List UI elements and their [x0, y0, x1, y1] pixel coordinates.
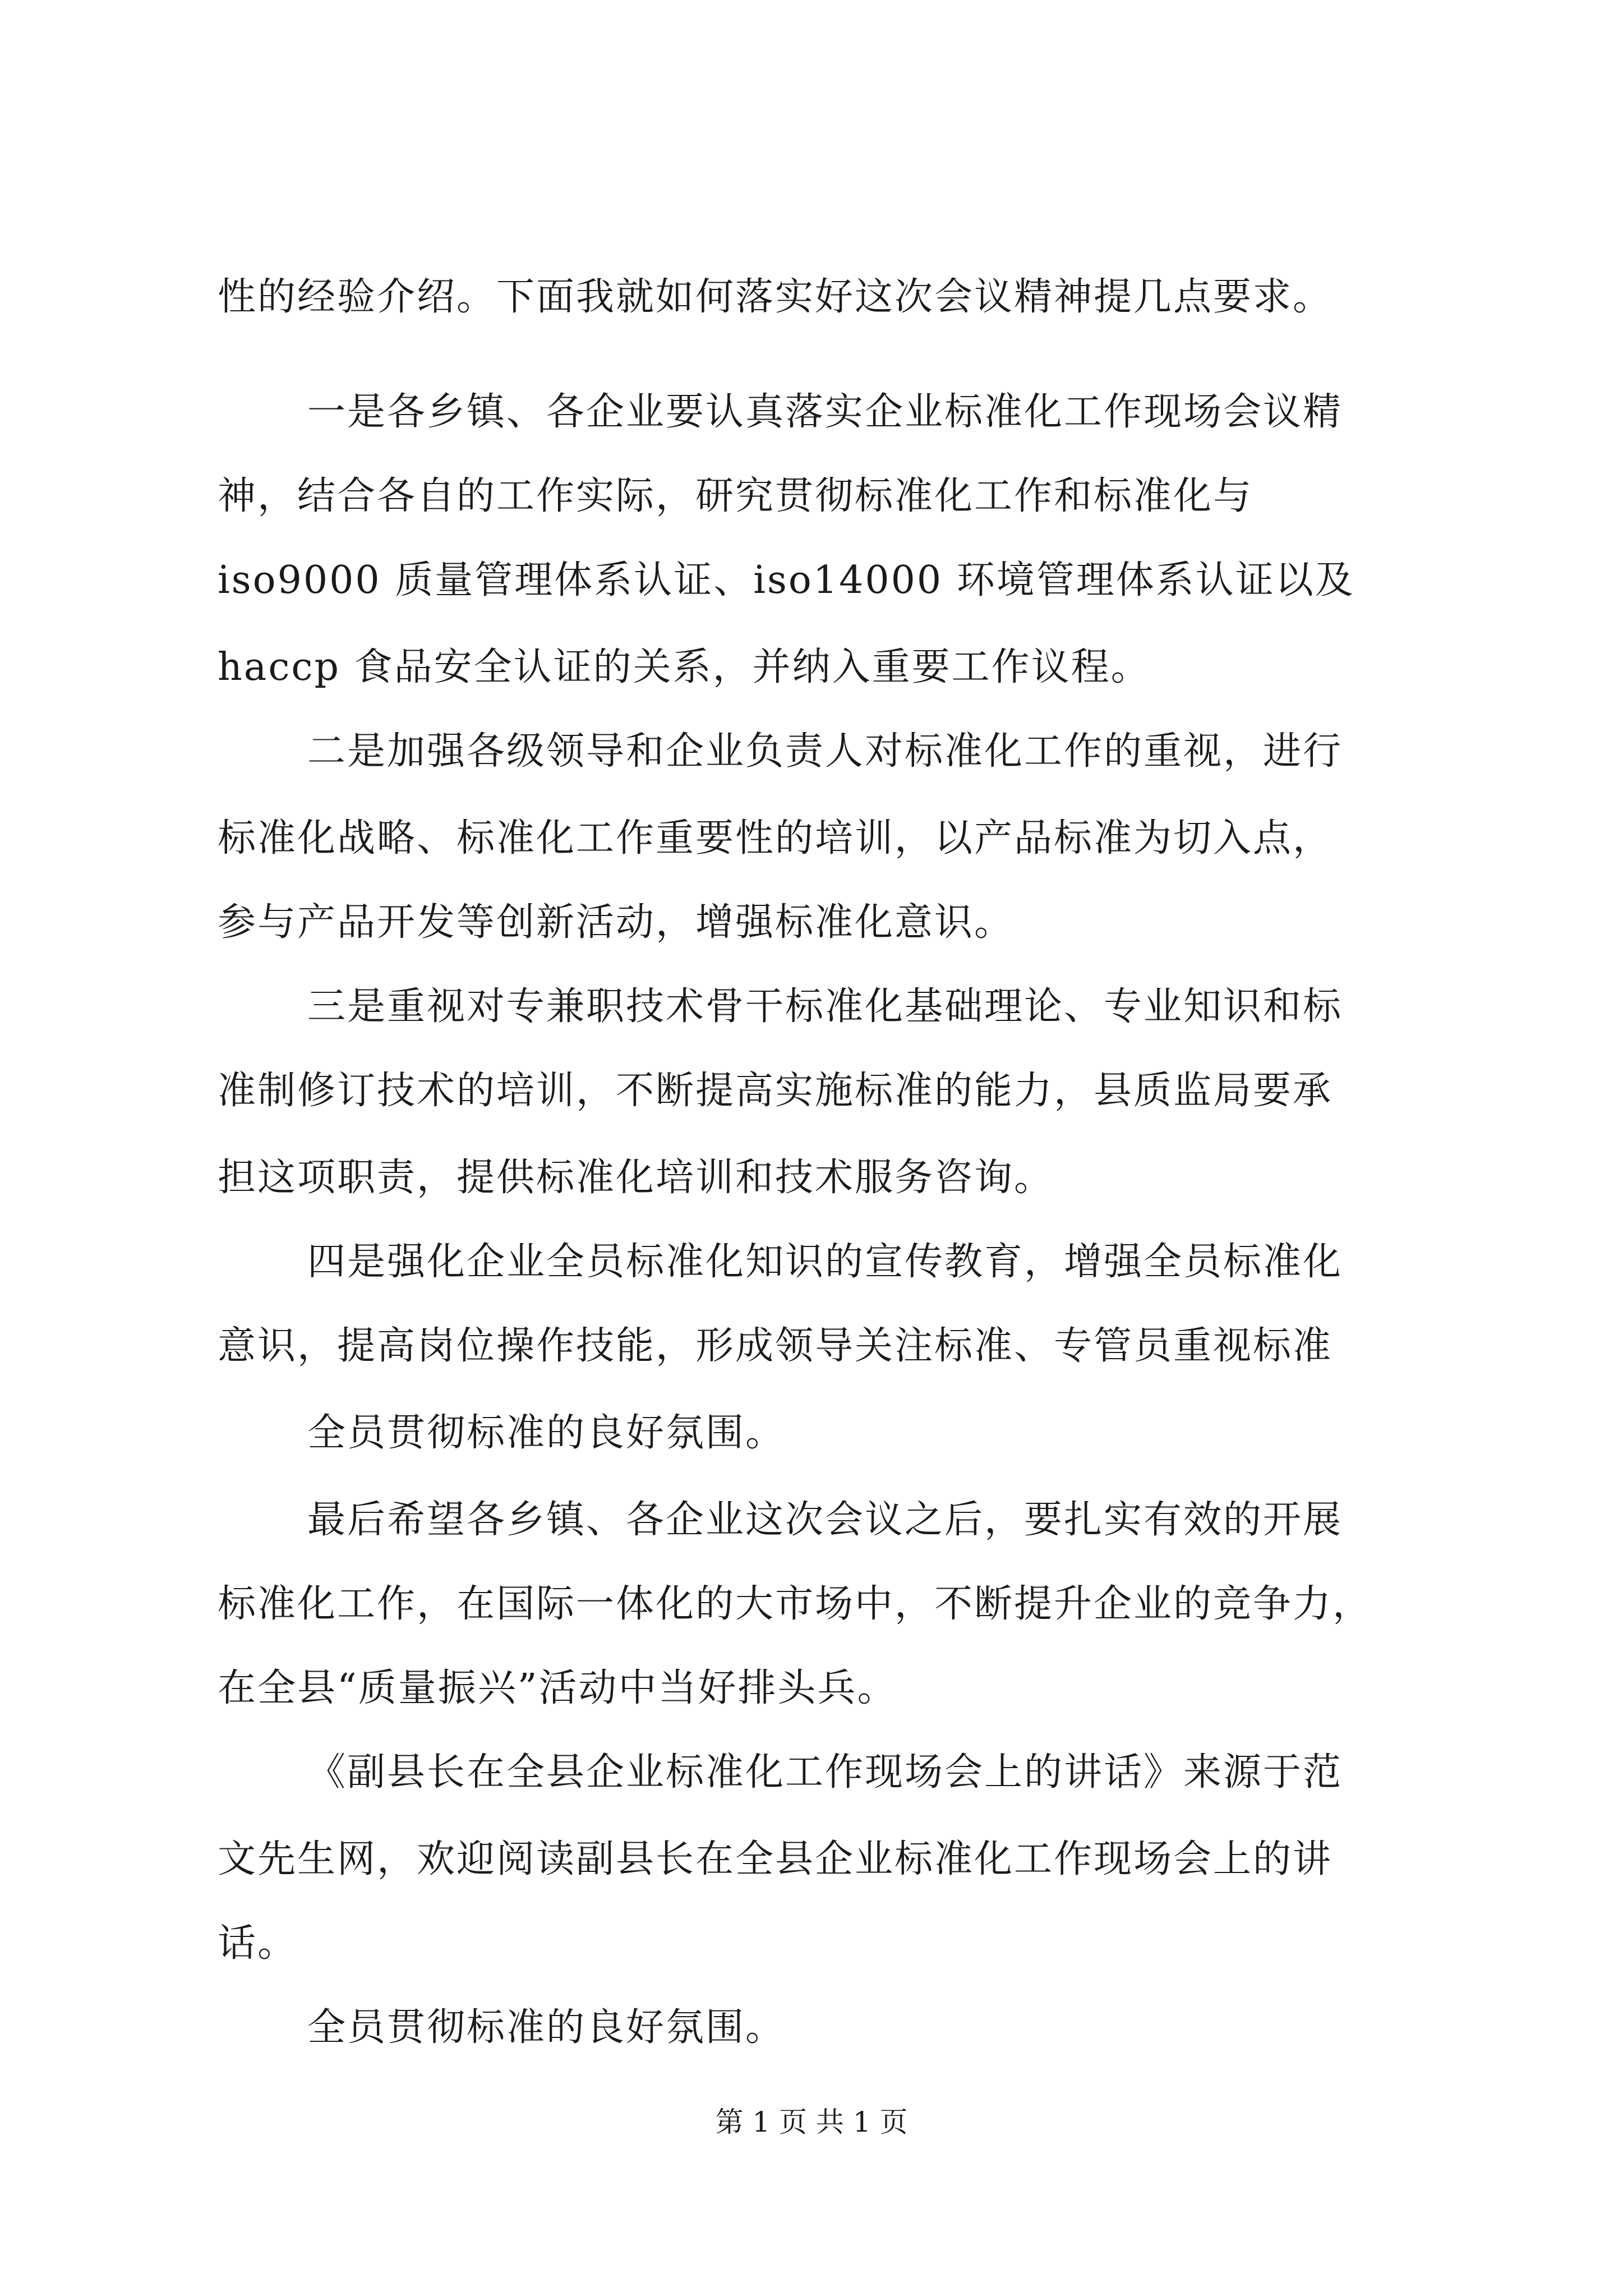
text-line: 性的经验介绍。下面我就如何落实好这次会议精神提几点要求。: [218, 275, 1333, 319]
text-line: 四是强化企业全员标准化知识的宣传教育，增强全员标准化: [307, 1240, 1343, 1284]
page-number-footer: 第 1 页 共 1 页: [715, 2106, 908, 2138]
text-line: 准制修订技术的培训，不断提高实施标准的能力，县质监局要承: [218, 1069, 1333, 1113]
text-line: 参与产品开发等创新活动，增强标准化意识。: [218, 900, 1015, 945]
text-line: 话。: [218, 1921, 298, 1966]
text-line: 一是各乡镇、各企业要认真落实企业标准化工作现场会议精: [307, 390, 1343, 434]
text-line: 担这项职责，提供标准化培训和技术服务咨询。: [218, 1156, 1054, 1200]
text-line: 全员贯彻标准的良好氛围。: [307, 1411, 786, 1455]
text-line: 神，结合各自的工作实际，研究贯彻标准化工作和标准化与: [218, 474, 1253, 518]
text-line: 最后希望各乡镇、各企业这次会议之后，要扎实有效的开展: [307, 1498, 1343, 1542]
text-line: 标准化工作，在国际一体化的大市场中，不断提升企业的竞争力，: [218, 1582, 1373, 1626]
text-line: 文先生网，欢迎阅读副县长在全县企业标准化工作现场会上的讲: [218, 1837, 1333, 1881]
text-line: iso9000 质量管理体系认证、iso14000 环境管理体系认证以及: [218, 558, 1355, 602]
text-line: 三是重视对专兼职技术骨干标准化基础理论、专业知识和标: [307, 984, 1343, 1029]
text-line: 全员贯彻标准的良好氛围。: [307, 2005, 786, 2050]
text-line: 标准化战略、标准化工作重要性的培训，以产品标准为切入点，: [218, 816, 1333, 861]
text-line: 在全县“质量振兴”活动中当好排头兵。: [218, 1666, 897, 1710]
text-line: 意识，提高岗位操作技能，形成领导关注标准、专管员重视标准: [218, 1324, 1333, 1368]
text-line: 《副县长在全县企业标准化工作现场会上的讲话》来源于范: [307, 1750, 1343, 1795]
text-line: 二是加强各级领导和企业负责人对标准化工作的重视，进行: [307, 729, 1343, 774]
text-line: haccp 食品安全认证的关系，并纳入重要工作议程。: [218, 645, 1151, 689]
